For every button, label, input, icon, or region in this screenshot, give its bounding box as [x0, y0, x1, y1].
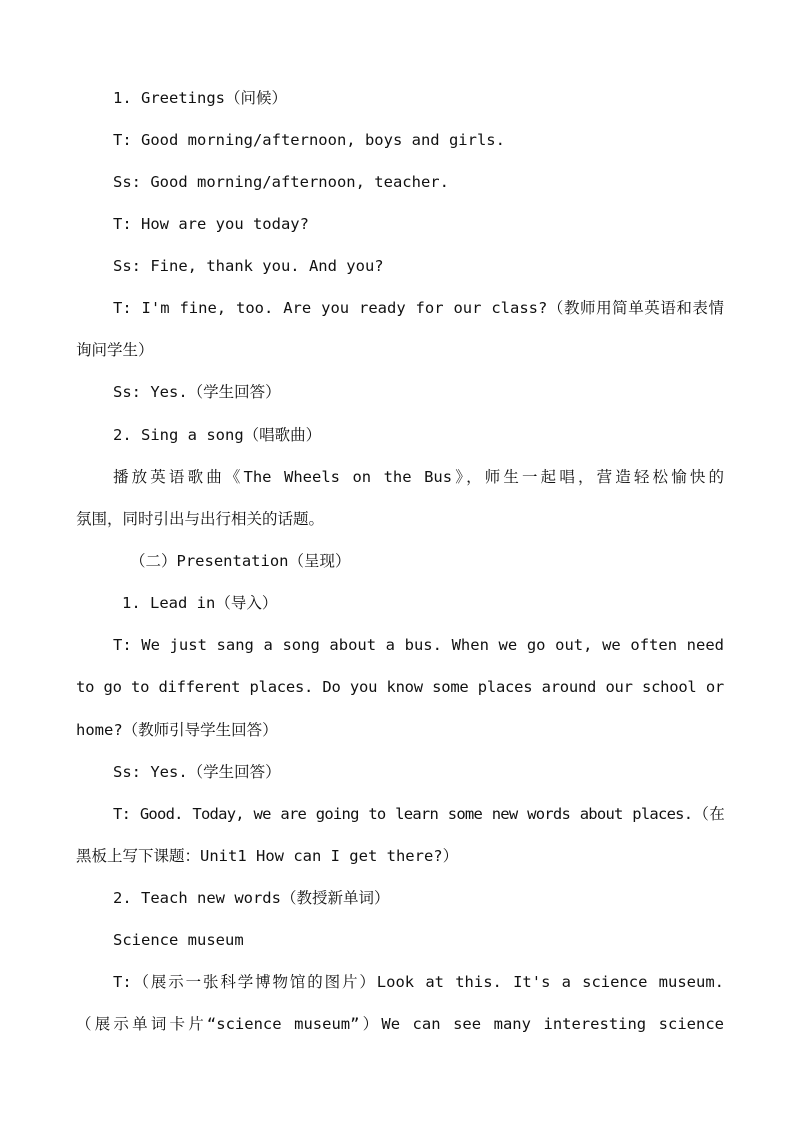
heading-sing-a-song: 2. Sing a song（唱歌曲） — [113, 426, 322, 444]
dialogue-line-continued: to go to different places. Do you know some places around our school or — [76, 678, 724, 696]
dialogue-line: T: Good morning/afternoon, boys and girls. — [113, 131, 505, 149]
dialogue-line: T: How are you today? — [113, 215, 309, 233]
heading-lead-in: 1. Lead in（导入） — [122, 594, 278, 612]
dialogue-line: T: I'm fine, too. Are you ready for our class?（教师用简单英语和表情 — [113, 299, 724, 317]
dialogue-line: Ss: Yes.（学生回答） — [113, 763, 281, 781]
dialogue-line: Ss: Fine, thank you. And you? — [113, 257, 384, 275]
dialogue-line: Ss: Yes.（学生回答） — [113, 383, 281, 401]
paragraph-line-continued: 氛围，同时引出与出行相关的话题。 — [76, 510, 325, 528]
paragraph-line: 播放英语歌曲《The Wheels on the Bus》，师生一起唱，营造轻松愉快的 — [113, 468, 724, 486]
dialogue-line-continued: 询问学生） — [76, 341, 154, 359]
heading-greetings: 1. Greetings（问候） — [113, 89, 287, 107]
dialogue-line: Ss: Good morning/afternoon, teacher. — [113, 173, 449, 191]
dialogue-line: T: Good. Today, we are going to learn some new words about places.（在 — [113, 805, 724, 823]
dialogue-line: T:（展示一张科学博物馆的图片）Look at this. It's a science museum. — [113, 973, 724, 991]
dialogue-line-continued: （展示单词卡片“science museum”）We can see many interesting science — [76, 1015, 724, 1033]
dialogue-line: T: We just sang a song about a bus. When we go out, we often need — [113, 636, 724, 654]
vocabulary-word: Science museum — [113, 931, 244, 949]
dialogue-line-continued: 黑板上写下课题：Unit1 How can I get there?） — [76, 847, 459, 865]
section-heading-presentation: （二）Presentation（呈现） — [130, 552, 351, 570]
dialogue-line-continued: home?（教师引导学生回答） — [76, 721, 278, 739]
heading-teach-new-words: 2. Teach new words（教授新单词） — [113, 889, 390, 907]
